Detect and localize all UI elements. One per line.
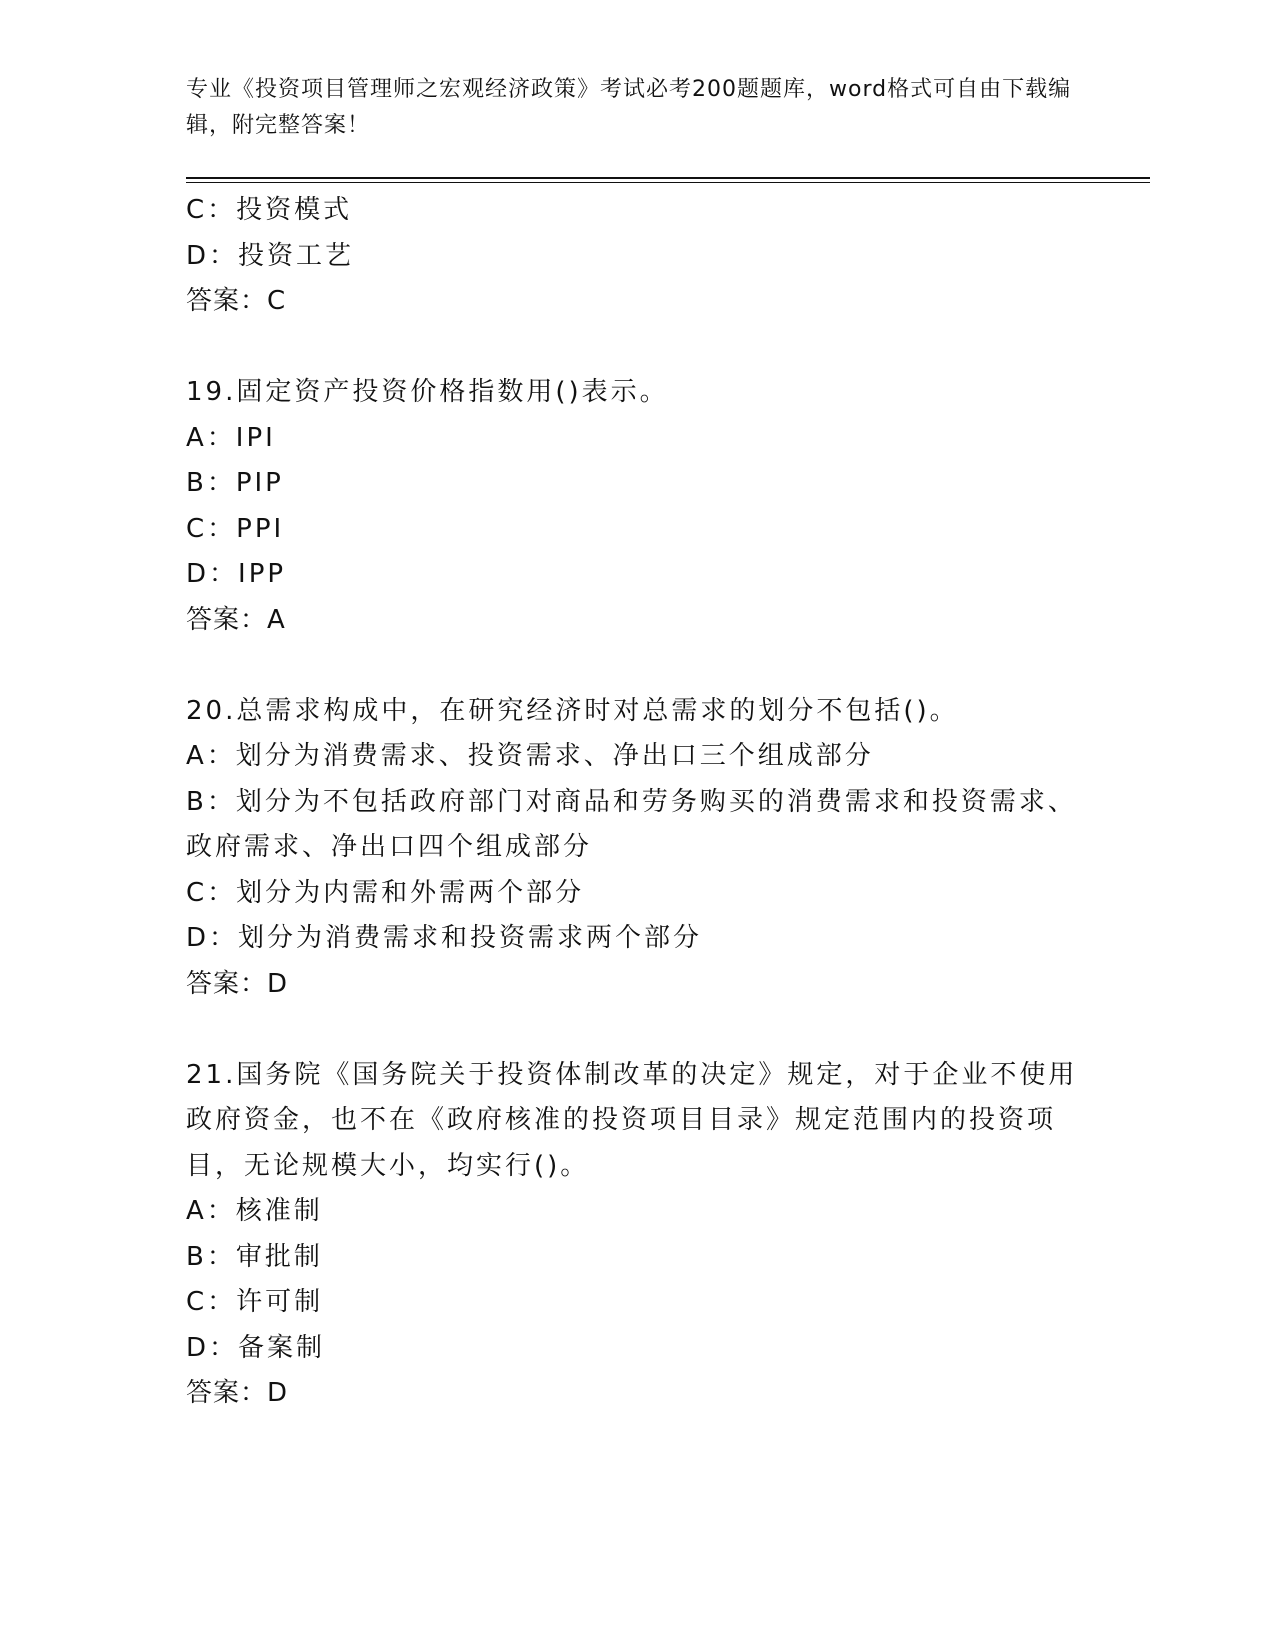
header-rule-thin [186,182,1150,183]
answer-line: 答案：D [186,1378,289,1408]
option-d: D：划分为消费需求和投资需求两个部分 [186,923,703,953]
option-d: D：投资工艺 [186,240,355,271]
header-rule-thick [186,177,1150,179]
document-body [186,188,1086,1417]
spacer [186,1007,1086,1053]
option-d: D：备案制 [186,1332,326,1363]
question-18-continued [186,188,1086,325]
question-stem: 19.固定资产投资价格指数用()表示。 [186,377,669,407]
question-stem: 20.总需求构成中，在研究经济时对总需求的划分不包括()。 [186,695,959,726]
option-c: C：划分为内需和外需两个部分 [186,877,585,908]
answer-line: 答案：C [186,286,287,316]
option-c: C：许可制 [186,1287,324,1317]
option-d: D：IPP [186,559,287,589]
option-c: C：投资模式 [186,195,353,225]
spacer [186,643,1086,689]
question-19 [186,370,1086,643]
option-b: B：PIP [186,468,284,498]
option-b: B：审批制 [186,1241,323,1272]
spacer [186,325,1086,371]
document-header: 专业《投资项目管理师之宏观经济政策》考试必考200题题库，word格式可自由下载编辑，附完整答案！ [186,77,1072,138]
option-a: A：IPI [186,422,276,453]
question-21 [186,1053,1086,1417]
answer-line: 答案：A [186,604,286,635]
option-a: A：划分为消费需求、投资需求、净出口三个组成部分 [186,741,874,771]
answer-line: 答案：D [186,968,289,999]
option-c: C：PPI [186,513,285,544]
option-a: A：核准制 [186,1196,323,1226]
option-b: B：划分为不包括政府部门对商品和劳务购买的消费需求和投资需求、政府需求、净出口四个组成部分 [186,786,1077,862]
question-stem: 21.国务院《国务院关于投资体制改革的决定》规定，对于企业不使用政府资金，也不在《政府核准的投资项目目录》规定范围内的投资项目，无论规模大小，均实行()。 [186,1059,1078,1181]
question-20 [186,689,1086,1008]
